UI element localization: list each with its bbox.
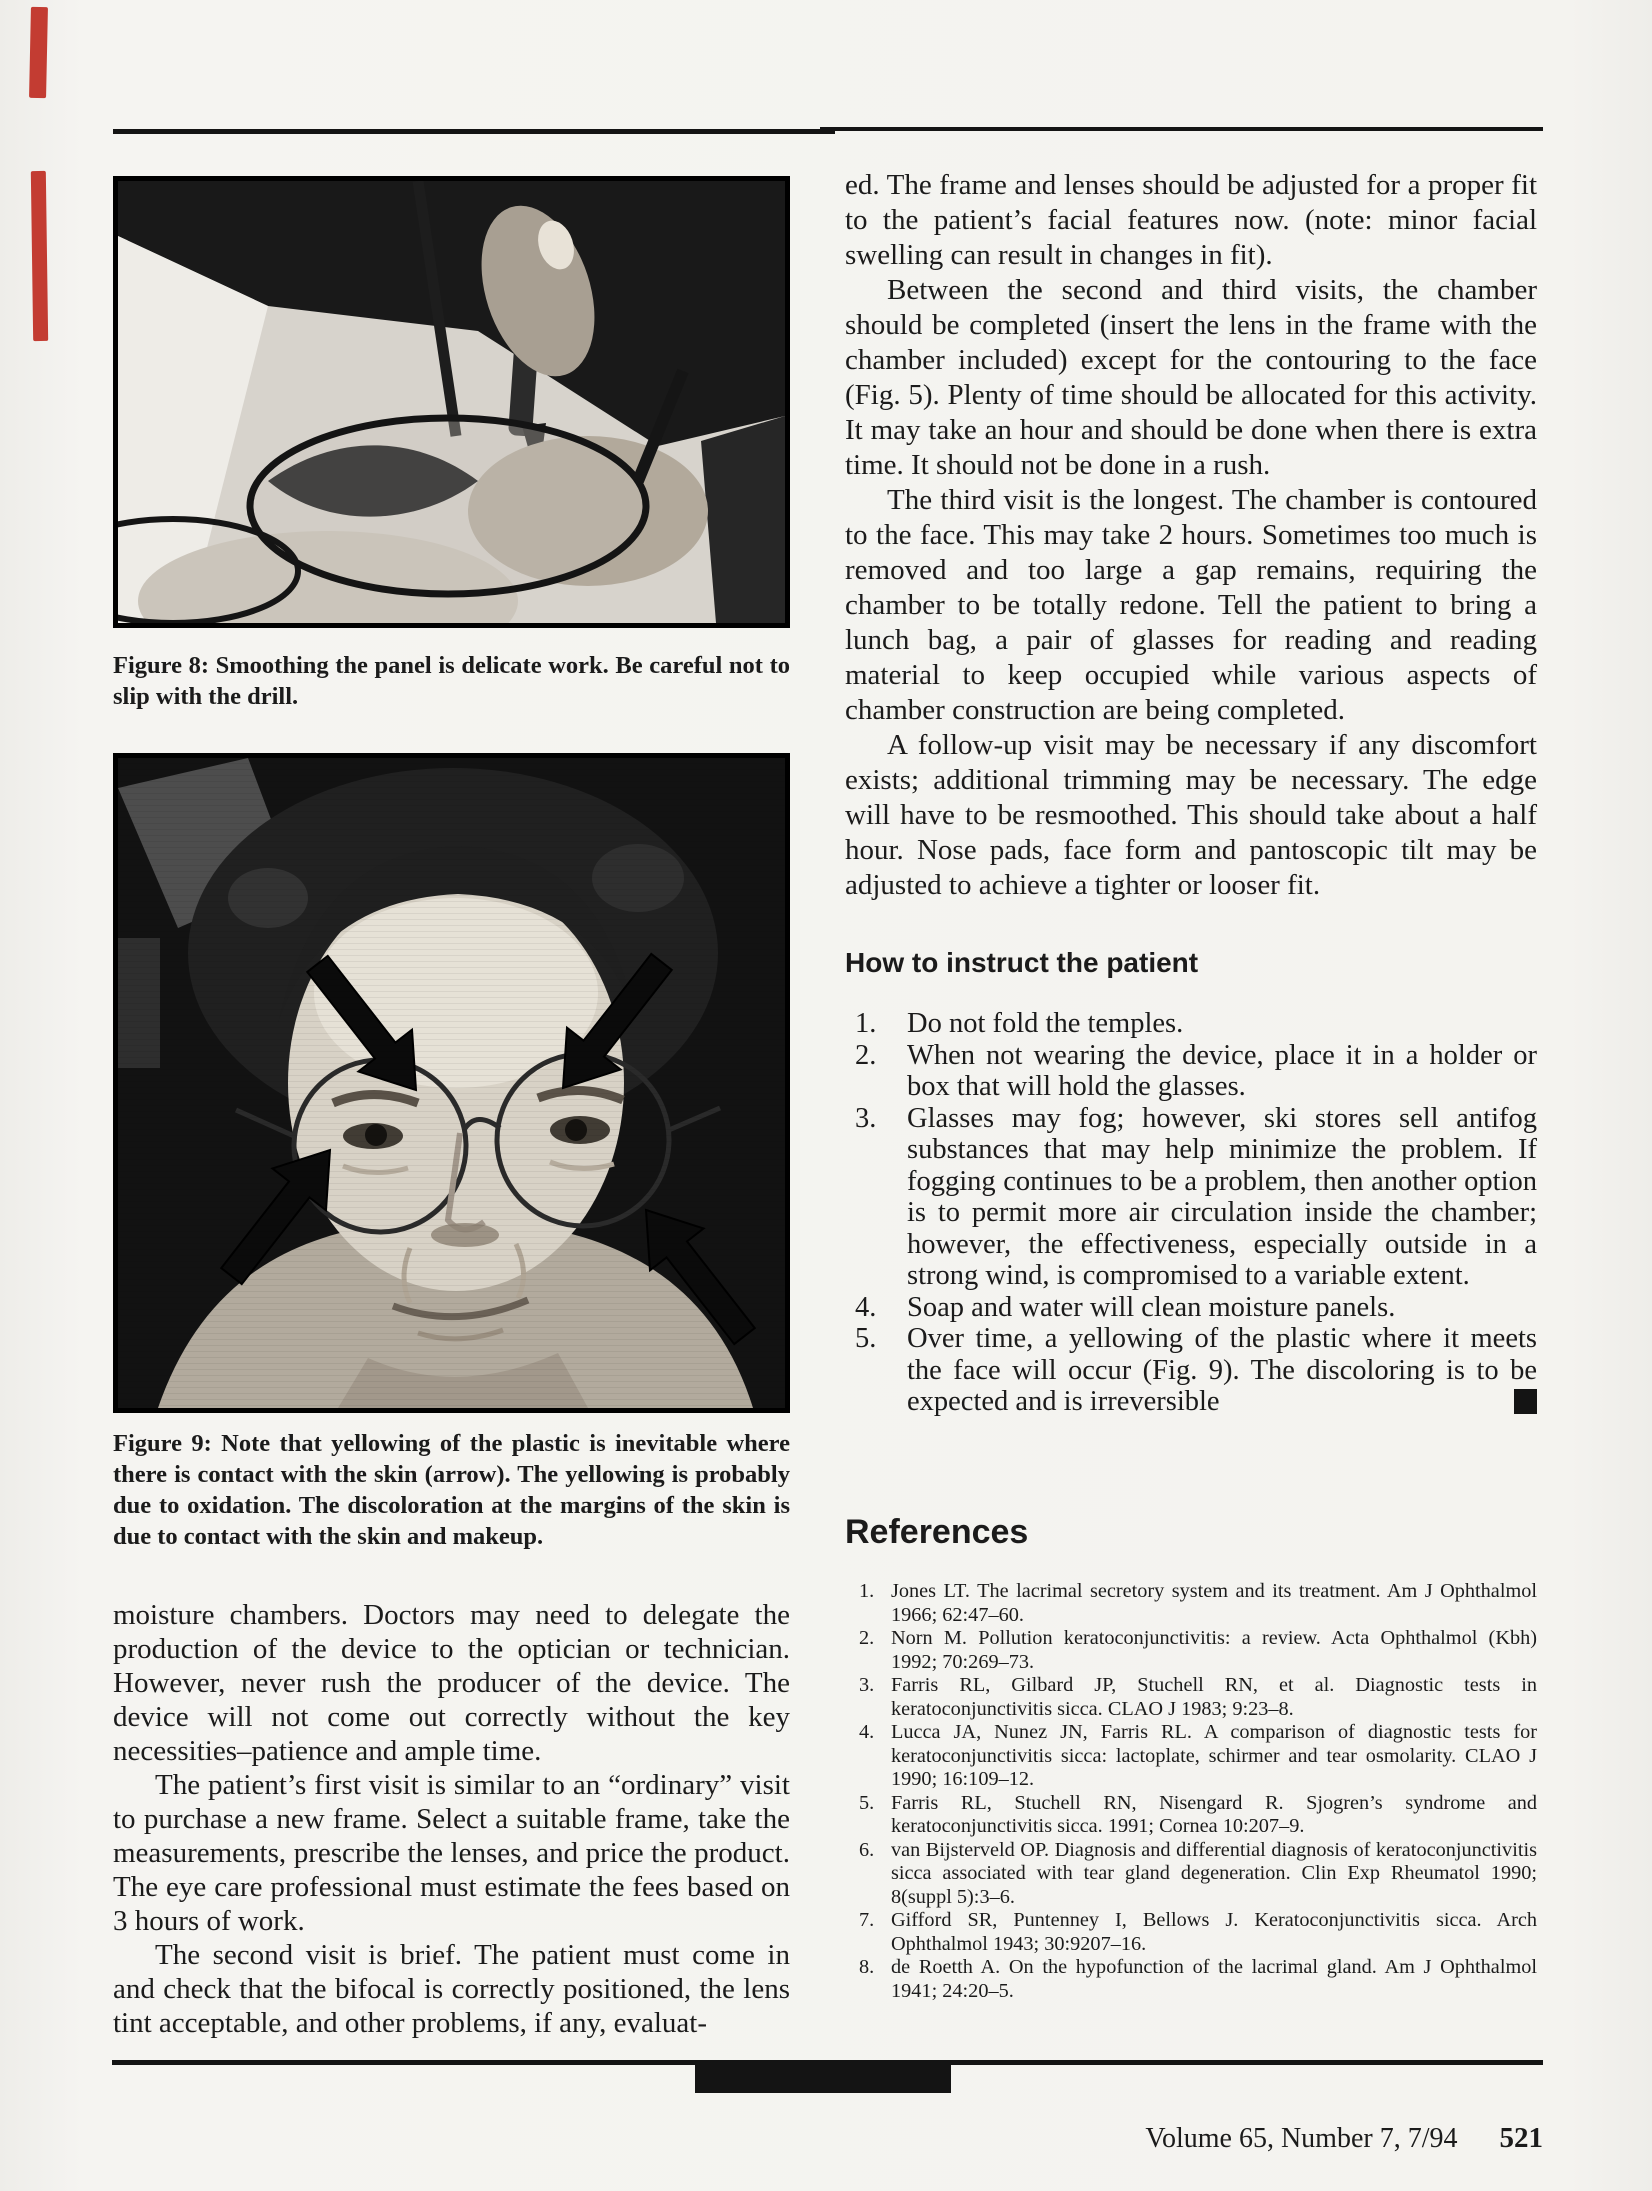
reference-item <box>845 1674 1537 1721</box>
reference-item <box>845 1839 1537 1910</box>
list-number: 4. <box>855 1291 877 1323</box>
body-paragraph: moisture chambers. Doctors may need to delegate the production of the device to the optician or technician. However, never rush the producer of the device. The device will not come out correctly without the key necessities–patience and ample time. <box>113 1599 790 1767</box>
figure9-photo <box>113 753 790 1413</box>
reference-item <box>845 1721 1537 1792</box>
instruction-list <box>845 1008 1537 1418</box>
instruction-item <box>845 1292 1537 1324</box>
list-number: 3. <box>859 1674 875 1696</box>
list-number: 1. <box>855 1008 877 1039</box>
list-number: 1. <box>859 1580 875 1602</box>
left-column-body <box>113 1598 790 2040</box>
body-paragraph: Between the second and third visits, the chamber should be completed (insert the lens in the frame with the chamber included) except for the contouring to the face (Fig. 5). Plenty of time should be allocated for this activity. It may take an hour and should be done when there is extra time. It should not be done in a rush. <box>845 274 1537 481</box>
reference-text: Gifford SR, Puntenney I, Bellows J. Keratoconjunctivitis sicca. Arch Ophthalmol 1943; 30:9207–16. <box>891 1909 1537 1955</box>
reference-item <box>845 1909 1537 1956</box>
instruction-text: Glasses may fog; however, ski stores sell antifog substances that may help minimize the problem. If fogging continues to be a problem, then another option is to permit more air circulation inside the chamber; however, the effectiveness, especially outside in a strong wind, is compromised to a variable extent. <box>907 1102 1537 1291</box>
reference-item <box>845 1580 1537 1627</box>
instruction-item <box>845 1103 1537 1292</box>
footer-page-number: 521 <box>1499 2122 1543 2154</box>
instruction-text: Over time, a yellowing of the plastic where it meets the face will occur (Fig. 9). The discoloring is to be expected and is irreversible <box>907 1323 1537 1417</box>
body-paragraph: The second visit is brief. The patient must come in and check that the bifocal is correctly positioned, the lens tint acceptable, and other problems, if any, evaluat- <box>113 1939 790 2039</box>
list-number: 7. <box>859 1909 875 1931</box>
top-rule-left-segment <box>113 129 835 134</box>
figure9-caption: Figure 9: Note that yellowing of the plastic is inevitable where there is contact with the skin (arrow). The yellowing is probably due to oxidation. The discoloration at the margins of the skin is due to contact with the skin and makeup. <box>113 1430 790 1550</box>
instruction-item <box>845 1008 1537 1040</box>
reference-text: Farris RL, Gilbard JP, Stuchell RN, et al. Diagnostic tests in keratoconjunctivitis sicca. CLAO J 1983; 9:23–8. <box>891 1674 1537 1720</box>
body-paragraph: ed. The frame and lenses should be adjusted for a proper fit to the patient’s facial features now. (note: minor facial swelling can result in changes in fit). <box>845 169 1537 271</box>
end-of-article-marker <box>1514 1389 1537 1414</box>
figure8-caption: Figure 8: Smoothing the panel is delicate work. Be careful not to slip with the drill. <box>113 652 790 710</box>
instruction-text: When not wearing the device, place it in a holder or box that will hold the glasses. <box>907 1039 1537 1102</box>
list-number: 4. <box>859 1721 875 1743</box>
reference-text: Farris RL, Stuchell RN, Nisengard R. Sjogren’s syndrome and keratoconjunctivitis sicca. 1991; Cornea 10:207–9. <box>891 1791 1537 1837</box>
list-number: 6. <box>859 1838 875 1861</box>
figure9-illustration <box>118 758 785 1408</box>
instruction-text: Do not fold the temples. <box>907 1008 1184 1039</box>
reference-text: van Bijsterveld OP. Diagnosis and differential diagnosis of keratoconjunctivitis sicca associated with tear gland degeneration. Clin Exp Rheumatol 1990; 8(suppl 5):3–6. <box>891 1838 1537 1908</box>
reference-text: de Roetth A. On the hypofunction of the lacrimal gland. Am J Ophthalmol 1941; 24:20–5. <box>891 1956 1537 2002</box>
footer <box>1145 2122 1543 2155</box>
reference-item <box>845 1792 1537 1839</box>
list-number: 2. <box>859 1627 875 1649</box>
body-paragraph: The patient’s first visit is similar to an “ordinary” visit to purchase a new frame. Select a suitable frame, take the measurements, prescribe the lenses, and price the product. The eye care professional must estimate the fees based on 3 hours of work. <box>113 1769 790 1937</box>
reference-item <box>845 1956 1537 2003</box>
eyeglass-lens <box>250 418 646 594</box>
body-paragraph: The third visit is the longest. The chamber is contoured to the face. This may take 2 hours. Sometimes too much is removed and too large a gap remains, requiring the chamber to be totally redone. Tell the patient to bring a lunch bag, a pair of glasses for reading and reading material to keep occupied while various aspects of chamber construction are being completed. <box>845 484 1537 726</box>
reference-text: Norn M. Pollution keratoconjunctivitis: a review. Acta Ophthalmol (Kbh) 1992; 70:269–73. <box>891 1627 1537 1673</box>
reference-text: Lucca JA, Nunez JN, Farris RL. A comparison of diagnostic tests for keratoconjunctivitis sicca: lactoplate, schirmer and tear osmolarity. CLAO J 1990; 16:109–12. <box>891 1721 1537 1790</box>
top-rule-right-segment <box>820 127 1543 131</box>
instruction-item <box>845 1040 1537 1103</box>
section-heading-references: References <box>845 1513 1029 1551</box>
footer-issue: Volume 65, Number 7, 7/94 <box>1145 2123 1458 2154</box>
list-number: 2. <box>855 1039 877 1071</box>
list-number: 8. <box>859 1956 875 1978</box>
right-column-body <box>845 168 1537 903</box>
section-heading-instructions: How to instruct the patient <box>845 947 1199 978</box>
red-edge-mark <box>29 7 48 98</box>
red-edge-mark <box>31 171 48 341</box>
list-number: 5. <box>859 1791 875 1814</box>
figure8-photo <box>113 176 790 628</box>
footer-black-bar <box>695 2063 951 2093</box>
list-number: 3. <box>855 1102 877 1134</box>
list-number: 5. <box>855 1323 877 1354</box>
reference-list <box>845 1580 1537 2003</box>
figure8-illustration <box>118 181 785 623</box>
reference-text: Jones LT. The lacrimal secretory system and its treatment. Am J Ophthalmol 1966; 62:47–60. <box>891 1580 1537 1626</box>
instruction-text: Soap and water will clean moisture panels. <box>907 1291 1396 1323</box>
body-paragraph: A follow-up visit may be necessary if any discomfort exists; additional trimming may be necessary. The edge will have to be resmoothed. This should take about a half hour. Nose pads, face form and pantoscopic tilt may be adjusted to achieve a tighter or looser fit. <box>845 729 1537 901</box>
instruction-item <box>845 1323 1537 1418</box>
reference-item <box>845 1627 1537 1674</box>
